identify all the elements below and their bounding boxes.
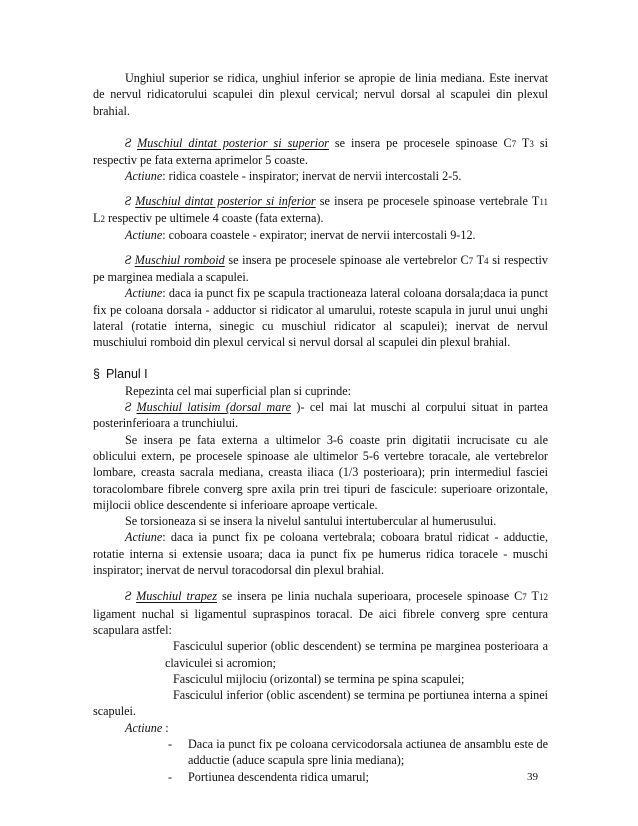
muscle-marker-icon: Ƨ xyxy=(125,589,132,604)
muscle-text: si respectiv pe marginea mediala a scapulei. xyxy=(93,252,549,284)
muscle-name: Muschiul dintat posterior si inferior xyxy=(135,193,316,208)
subscript: 7 xyxy=(522,592,527,603)
action-text: : ridica coastele - inspirator; inervat de nervii intercostali 2-5. xyxy=(162,169,462,184)
fascicle-middle: Fasciculul mijlociu (orizontal) se termina pe spina scapulei; xyxy=(173,671,465,686)
dash-bullet-icon: - xyxy=(168,769,173,784)
paragraph-dintat-inferior xyxy=(93,193,548,228)
muscle-marker-icon: Ƨ xyxy=(125,135,132,150)
action-label: Actiune xyxy=(125,228,163,243)
muscle-text: se insera pe procesele spinoase ale vertebrelor C xyxy=(224,252,469,267)
action-paragraph xyxy=(93,529,548,578)
subscript: 4 xyxy=(484,255,489,266)
subscript: 7 xyxy=(468,255,474,266)
muscle-name: Muschiul romboid xyxy=(134,252,225,267)
muscle-marker-icon: Ƨ xyxy=(125,400,132,415)
action-text: : xyxy=(162,720,169,735)
paragraph-scapula-angles: Unghiul superior se ridica, unghiul inferior se apropie de linia mediana. Este inervat de nervul ridicatorului scapulei din plexul cervical; nervul dorsal al scapulei din plexul brahial. xyxy=(93,71,548,118)
action-paragraph xyxy=(93,285,548,350)
muscle-text: se insera pe procesele spinoase vertebrale T xyxy=(315,193,540,208)
list-item xyxy=(93,769,548,785)
list-item-text: Portiunea descendenta ridica umarul; xyxy=(188,769,370,784)
muscle-text: si respectiv pe fata externa aprimelor 5 coaste. xyxy=(93,135,548,168)
paragraph-intro: Repezinta cel mai superficial plan si cuprinde: xyxy=(125,383,352,398)
subscript: 12 xyxy=(539,592,548,603)
list-item xyxy=(93,736,548,769)
fascicle-inferior: Fasciculul inferior (oblic ascendent) se termina pe portiunea interna a spinei scapulei. xyxy=(93,688,548,719)
subscript: 2 xyxy=(100,214,105,225)
action-label: Actiune xyxy=(125,720,163,735)
muscle-marker-icon: Ƨ xyxy=(125,193,132,208)
section-heading xyxy=(93,366,548,382)
subscript: 3 xyxy=(529,138,534,149)
muscle-text: L xyxy=(93,211,101,226)
fascicle-superior: Fasciculul superior (oblic descendent) se termina pe marginea posterioara a claviculei si acromion; xyxy=(165,639,548,670)
action-text: : daca ia punct fix pe coloana vertebrala; coboara bratul ridicat - adductie, rotatie interna si extensie usoara; daca ia punct fix pe humerus ridica toracele - muschi inspirator; inervat de nervul toracodorsal din plexul brahial. xyxy=(93,530,548,578)
action-text: : daca ia punct fix pe scapula tractioneaza lateral coloana dorsala;daca ia punct fix pe coloana dorsala - adductor si ridicator al umarului, roteste scapula in jurul unui unghi lateral (rotatie interna, sinegic cu muschiul ridicator al scapulei); inervat de nervul muschiului romboid din plexul cervical si nervul dorsal al scapulei din plexul brahial. xyxy=(93,286,548,350)
page-number: 39 xyxy=(527,771,538,783)
paragraph-trapez xyxy=(93,588,548,638)
action-label: Actiune xyxy=(125,286,163,301)
muscle-text: )- cel mai lat muschi al corpului situat in partea posterinferioara a trunchiului. xyxy=(93,400,549,431)
section-symbol-icon: § xyxy=(93,367,100,382)
paragraph-torsion: Se torsioneaza si se insera la nivelul santului intertubercular al humerusului. xyxy=(125,514,497,529)
action-line xyxy=(93,168,548,184)
muscle-name: Muschiul dintat posterior si superior xyxy=(137,135,329,150)
muscle-marker-icon: Ƨ xyxy=(125,252,132,267)
muscle-name: Muschiul trapez xyxy=(136,589,217,604)
action-label: Actiune xyxy=(125,530,163,545)
muscle-text: se insera pe linia nuchala superioara, procesele spinoase C xyxy=(216,589,523,604)
page-body xyxy=(93,70,548,785)
action-label: Actiune xyxy=(125,169,163,184)
muscle-text: T xyxy=(516,135,530,150)
paragraph-latisim xyxy=(93,399,548,432)
muscle-text: T xyxy=(526,589,539,604)
muscle-text: se insera pe procesele spinoase C xyxy=(328,135,512,150)
muscle-text: ligament nuchal si ligamentul supraspinos toracal. De aici fibrele converg spre centura scapulara astfel: xyxy=(93,606,548,637)
muscle-name: Muschiul latisim (dorsal mare xyxy=(136,400,292,415)
muscle-text: T xyxy=(473,252,485,267)
subscript: 11 xyxy=(539,196,548,207)
section-title: Planul I xyxy=(105,367,148,382)
paragraph-dintat-superior xyxy=(93,135,548,169)
action-line xyxy=(93,720,548,736)
action-line xyxy=(93,227,548,243)
paragraph-romboid xyxy=(93,252,548,286)
dash-bullet-icon: - xyxy=(168,736,173,751)
muscle-text: respectiv pe ultimele 4 coaste (fata externa). xyxy=(104,211,324,226)
action-text: : coboara coastele - expirator; inervat de nervii intercostali 9-12. xyxy=(162,228,476,243)
list-item-text: Daca ia punct fix pe coloana cervicodorsala actiunea de ansamblu este de adductie (aduce scapula spre linia mediana); xyxy=(188,736,548,768)
subscript: 7 xyxy=(511,138,517,149)
paragraph-insertion: Se insera pe fata externa a ultimelor 3-6 coaste prin digitatii incrucisate cu ale oblicului extern, pe procesele spinoase ale ultimelor 5-6 vertebre toracale, ale vertebrelor lombare, creasta sacrala mediana, creasta iliaca (1/3 posterioara); prin intermediul fasciei toracolombare fibrele converg spre axila prin trei tipuri de fascicule: superioare orizontale, mijlocii oblice descendente si inferioare aproape verticale. xyxy=(93,432,548,512)
